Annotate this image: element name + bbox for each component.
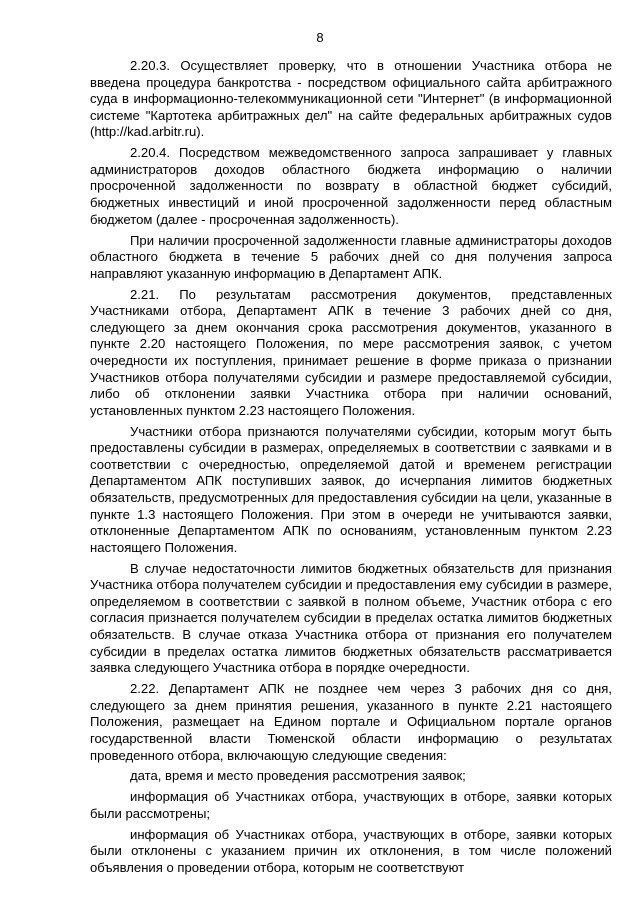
paragraph-2-22: 2.22. Департамент АПК не позднее чем через 3 рабочих дня со дня, следующего за днем принятия решения, указанного в пункте 2.21 настоящего Положения, размещает на Едином портале и Официальном портале органов государственной власти Тюменской области информацию о результатах проведенного отбора, включающую следующие сведения: [90,681,612,763]
paragraph-2-21: 2.21. По результатам рассмотрения документов, представленных Участниками отбора, Департамент АПК в течение 3 рабочих дней со дня, следующего за днем окончания срока рассмотрения документов, указанного в пункте 2.20 настоящего Положения, по мере рассмотрения заявок, с учетом очередности их поступления, принимает решение в форме приказа о признании Участников отбора получателями субсидии и размере предоставляемой субсидии, либо об отклонении заявки Участника отбора при наличии оснований, установленных пунктом 2.23 настоящего Положения. [90,286,612,418]
paragraph-overdue-debt: При наличии просроченной задолженности главные администраторы доходов областного бюджета в течение 5 рабочих дней со дня получения запроса направляют указанную информацию в Департамент АПК. [90,232,612,281]
list-item-date-time-place: дата, время и место проведения рассмотрения заявок; [130,768,466,784]
page-number: 8 [316,30,324,45]
list-item-rejected-participants: информация об Участниках отбора, участвующих в отборе, заявки которых были отклонены с указанием причин их отклонения, в том числе положений объявления о проведении отбора, которым не соответствуют [90,826,612,875]
paragraph-insufficient-limits: В случае недостаточности лимитов бюджетных обязательств для признания Участника отбора получателем субсидии и предоставления ему субсидии в размере, определяемом в соответствии с заявкой в полном объеме, Участник отбора с его согласия признается получателем субсидии в пределах остатка лимитов бюджетных обязательств. В случае отказа Участника отбора от признания его получателем субсидии в пределах остатка лимитов бюджетных обязательств рассматривается заявка следующего Участника отбора в порядке очередности. [90,560,612,676]
paragraph-2-20-4: 2.20.4. Посредством межведомственного запроса запрашивает у главных администраторов доходов областного бюджета информацию о наличии просроченной задолженности по возврату в областной бюджет субсидий, бюджетных инвестиций и иной просроченной задолженности перед областным бюджетом (далее - просроченная задолженность). [90,145,612,227]
paragraph-2-20-3: 2.20.3. Осуществляет проверку, что в отношении Участника отбора не введена процедура банкротства - посредством официального сайта арбитражного суда в информационно-телекоммуникационной сети "Интернет" (в информационной системе "Картотека арбитражных дел" на сайте федеральных арбитражных судов (http://kad.arbitr.ru). [90,58,612,140]
list-item-reviewed-participants: информация об Участниках отбора, участвующих в отборе, заявки которых были рассмотрены; [90,789,612,821]
document-body [90,58,612,877]
paragraph-recipients: Участники отбора признаются получателями субсидии, которым могут быть предоставлены субсидии в размерах, определяемых в соответствии с заявками и в соответствии с очередностью, определяемой датой и временем регистрации Департаментом АПК поступивших заявок, до исчерпания лимитов бюджетных обязательств, предусмотренных для предоставления субсидии на цели, указанные в пункте 1.3 настоящего Положения. При этом в очереди не учитываются заявки, отклоненные Департаментом АПК по основаниям, установленным пунктом 2.23 настоящего Положения. [90,423,612,555]
